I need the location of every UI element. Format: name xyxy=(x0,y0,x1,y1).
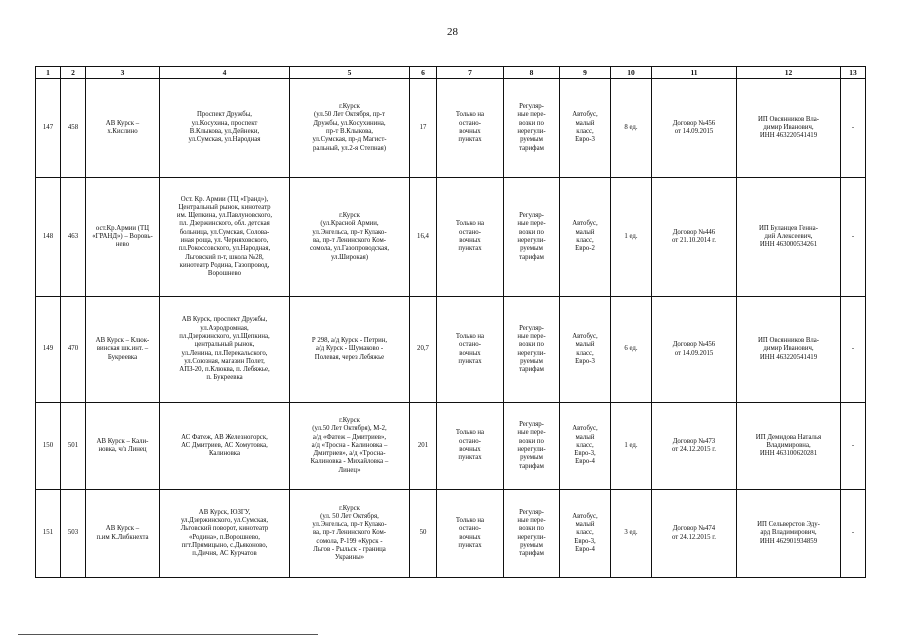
cell-vehicle-count: 6 ед. xyxy=(611,297,652,403)
cell-vehicle-class: Автобус, малый класс, Евро-3, Евро-4 xyxy=(560,403,611,490)
routes-table xyxy=(35,66,866,578)
table-row xyxy=(36,178,866,297)
cell-route-name: АВ Курск – Клюк- винская шк.инт. – Букреевка xyxy=(86,297,160,403)
cell-vehicle-count: 1 ед. xyxy=(611,178,652,297)
cell-vehicle-class: Автобус, малый класс, Евро-3 xyxy=(560,297,611,403)
cell-row-number: 148 xyxy=(36,178,61,297)
cell-vehicle-class: Автобус, малый класс, Евро-2 xyxy=(560,178,611,297)
cell-route-number: 501 xyxy=(61,403,86,490)
col-header: 4 xyxy=(160,67,290,79)
table-row xyxy=(36,490,866,578)
col-header: 9 xyxy=(560,67,611,79)
col-header: 6 xyxy=(410,67,437,79)
col-header: 2 xyxy=(61,67,86,79)
cell-route-length: 50 xyxy=(410,490,437,578)
cell-vehicle-class: Автобус, малый класс, Евро-3 xyxy=(560,79,611,178)
table-row xyxy=(36,297,866,403)
cell-vehicle-count: 8 ед. xyxy=(611,79,652,178)
cell-row-number: 147 xyxy=(36,79,61,178)
cell-transport-type: Регуляр- ные пере- возки по нерегули- руемым тарифам xyxy=(504,79,560,178)
cell-route-number: 463 xyxy=(61,178,86,297)
cell-route-streets: г.Курск (ул.50 Лет Октября, пр-т Дружбы, ул.Косухинина, пр-т В.Клыкова, ул.Сумская, пр-д Магист- ральный, ул.2-я Степная) xyxy=(290,79,410,178)
cell-transport-type: Регуляр- ные пере- возки по нерегули- руемым тарифам xyxy=(504,297,560,403)
header-row xyxy=(36,67,866,79)
page-number: 28 xyxy=(447,26,458,38)
table-row xyxy=(36,403,866,490)
cell-route-number: 470 xyxy=(61,297,86,403)
cell-route-streets: г.Курск (ул. 50 Лет Октября, ул.Энгельса, пр-т Кулако- ва, пр-т Ленинского Ком- сомола, Р-199 «Курск - Льгов - Рыльск - граница Украины» xyxy=(290,490,410,578)
cell-route-name: АВ Курск – Кали- новка, ч/з Линец xyxy=(86,403,160,490)
cell-transport-type: Регуляр- ные пере- возки по нерегули- руемым тарифам xyxy=(504,178,560,297)
cell-notes: - xyxy=(841,178,866,297)
cell-carrier-info: ИП Овсянников Вла- димир Иванович, ИНН 463220541419 xyxy=(737,297,841,403)
cell-row-number: 149 xyxy=(36,297,61,403)
cell-carrier-info: ИП Буланцев Генна- дий Алексеевич, ИНН 463000534261 xyxy=(737,178,841,297)
cell-stop-order: Только на остано- вочных пунктах xyxy=(437,178,504,297)
cell-contract-info: Договор №446 от 21.10.2014 г. xyxy=(652,178,737,297)
cell-intermediate-stops: Ост. Кр. Армии (ТЦ «Гранд»), Центральный рынок, кинотеатр им. Щепкина, ул.Павлуновского, пл. Дзержинского, обл. детская больница, ул.Сумская, Солова- иная роща, ул. Черняховского, пл.Рокоссовского, ул.Народная, Льговский п-т, школа №28, кинотеатр Родина, Газопровод, Ворошнево xyxy=(160,178,290,297)
cell-transport-type: Регуляр- ные пере- возки по нерегули- руемым тарифам xyxy=(504,490,560,578)
cell-route-length: 17 xyxy=(410,79,437,178)
cell-vehicle-class: Автобус, малый класс, Евро-3, Евро-4 xyxy=(560,490,611,578)
footer-rule xyxy=(18,634,318,635)
col-header: 10 xyxy=(611,67,652,79)
cell-stop-order: Только на остано- вочных пунктах xyxy=(437,403,504,490)
cell-intermediate-stops: Проспект Дружбы, ул.Косухина, проспект В.Клыкова, ул.Дейнеки, ул.Сумская, ул.Народная xyxy=(160,79,290,178)
cell-notes: - xyxy=(841,403,866,490)
cell-carrier-info: ИП Демидова Наталья Владимировна, ИНН 463100620281 xyxy=(737,403,841,490)
col-header: 8 xyxy=(504,67,560,79)
col-header: 13 xyxy=(841,67,866,79)
cell-carrier-info: ИП Овсянников Вла- димир Иванович, ИНН 463220541419 xyxy=(737,79,841,178)
cell-notes: - xyxy=(841,297,866,403)
cell-stop-order: Только на остано- вочных пунктах xyxy=(437,490,504,578)
cell-row-number: 151 xyxy=(36,490,61,578)
col-header: 11 xyxy=(652,67,737,79)
col-header: 1 xyxy=(36,67,61,79)
cell-route-streets: Р 298, а/д Курск - Петрин, а/д Курск - Шумаково - Полевая, через Лебяжье xyxy=(290,297,410,403)
cell-route-length: 16,4 xyxy=(410,178,437,297)
cell-route-length: 20,7 xyxy=(410,297,437,403)
cell-notes: - xyxy=(841,79,866,178)
cell-vehicle-count: 1 ед. xyxy=(611,403,652,490)
cell-stop-order: Только на остано- вочных пунктах xyxy=(437,297,504,403)
cell-contract-info: Договор №474 от 24.12.2015 г. xyxy=(652,490,737,578)
col-header: 12 xyxy=(737,67,841,79)
cell-route-streets: г.Курск (ул.Красной Армии, ул.Энгельса, пр-т Кулако- ва, пр-т Ленинского Ком- сомола, ул.Газопроводская, ул.Широкая) xyxy=(290,178,410,297)
table-row xyxy=(36,79,866,178)
cell-route-number: 503 xyxy=(61,490,86,578)
col-header: 3 xyxy=(86,67,160,79)
cell-stop-order: Только на остано- вочных пунктах xyxy=(437,79,504,178)
cell-intermediate-stops: АВ Курск, ЮЗГУ, ул.Дзержинского, ул.Сумская, Льговский поворот, кинотеатр «Родина», п.Ворошнево, пгт.Прямицыно, с.Дьяконово, п.Дичня, АС Курчатов xyxy=(160,490,290,578)
cell-route-number: 458 xyxy=(61,79,86,178)
cell-contract-info: Договор №473 от 24.12.2015 г. xyxy=(652,403,737,490)
cell-intermediate-stops: АВ Курск, проспект Дружбы, ул.Аэродромная, пл.Дзержинского, ул.Щепкина, центральный рынок, ул.Ленина, пл.Перекальского, ул.Союзная, магазин Полет, АПЗ-20, п.Клюква, п. Лебяжье, п. Букреевка xyxy=(160,297,290,403)
cell-route-name: ост.Кр.Армии (ТЦ «ГРАНД») – Воровь- нево xyxy=(86,178,160,297)
cell-contract-info: Договор №456 от 14.09.2015 xyxy=(652,297,737,403)
cell-route-length: 201 xyxy=(410,403,437,490)
cell-route-streets: г.Курск (ул.50 Лет Октября), М-2, а/д «Фатеж – Дмитриев», а/д «Тросна - Калиновка – Дмитриев», а/д «Тросна- Калиновка - Михайловка – Линец» xyxy=(290,403,410,490)
cell-carrier-info: ИП Сельверстов Эду- ард Владимирович, ИНН 462901934859 xyxy=(737,490,841,578)
cell-intermediate-stops: АС Фатеж, АВ Железногорск, АС Дмитриев, АС Хомутовка, Калиновка xyxy=(160,403,290,490)
cell-transport-type: Регуляр- ные пере- возки по нерегули- руемым тарифам xyxy=(504,403,560,490)
cell-route-name: АВ Курск – п.им К.Либкнехта xyxy=(86,490,160,578)
cell-route-name: АВ Курск – х.Кислино xyxy=(86,79,160,178)
cell-vehicle-count: 3 ед. xyxy=(611,490,652,578)
cell-row-number: 150 xyxy=(36,403,61,490)
cell-contract-info: Договор №456 от 14.09.2015 xyxy=(652,79,737,178)
cell-notes: - xyxy=(841,490,866,578)
col-header: 7 xyxy=(437,67,504,79)
col-header: 5 xyxy=(290,67,410,79)
